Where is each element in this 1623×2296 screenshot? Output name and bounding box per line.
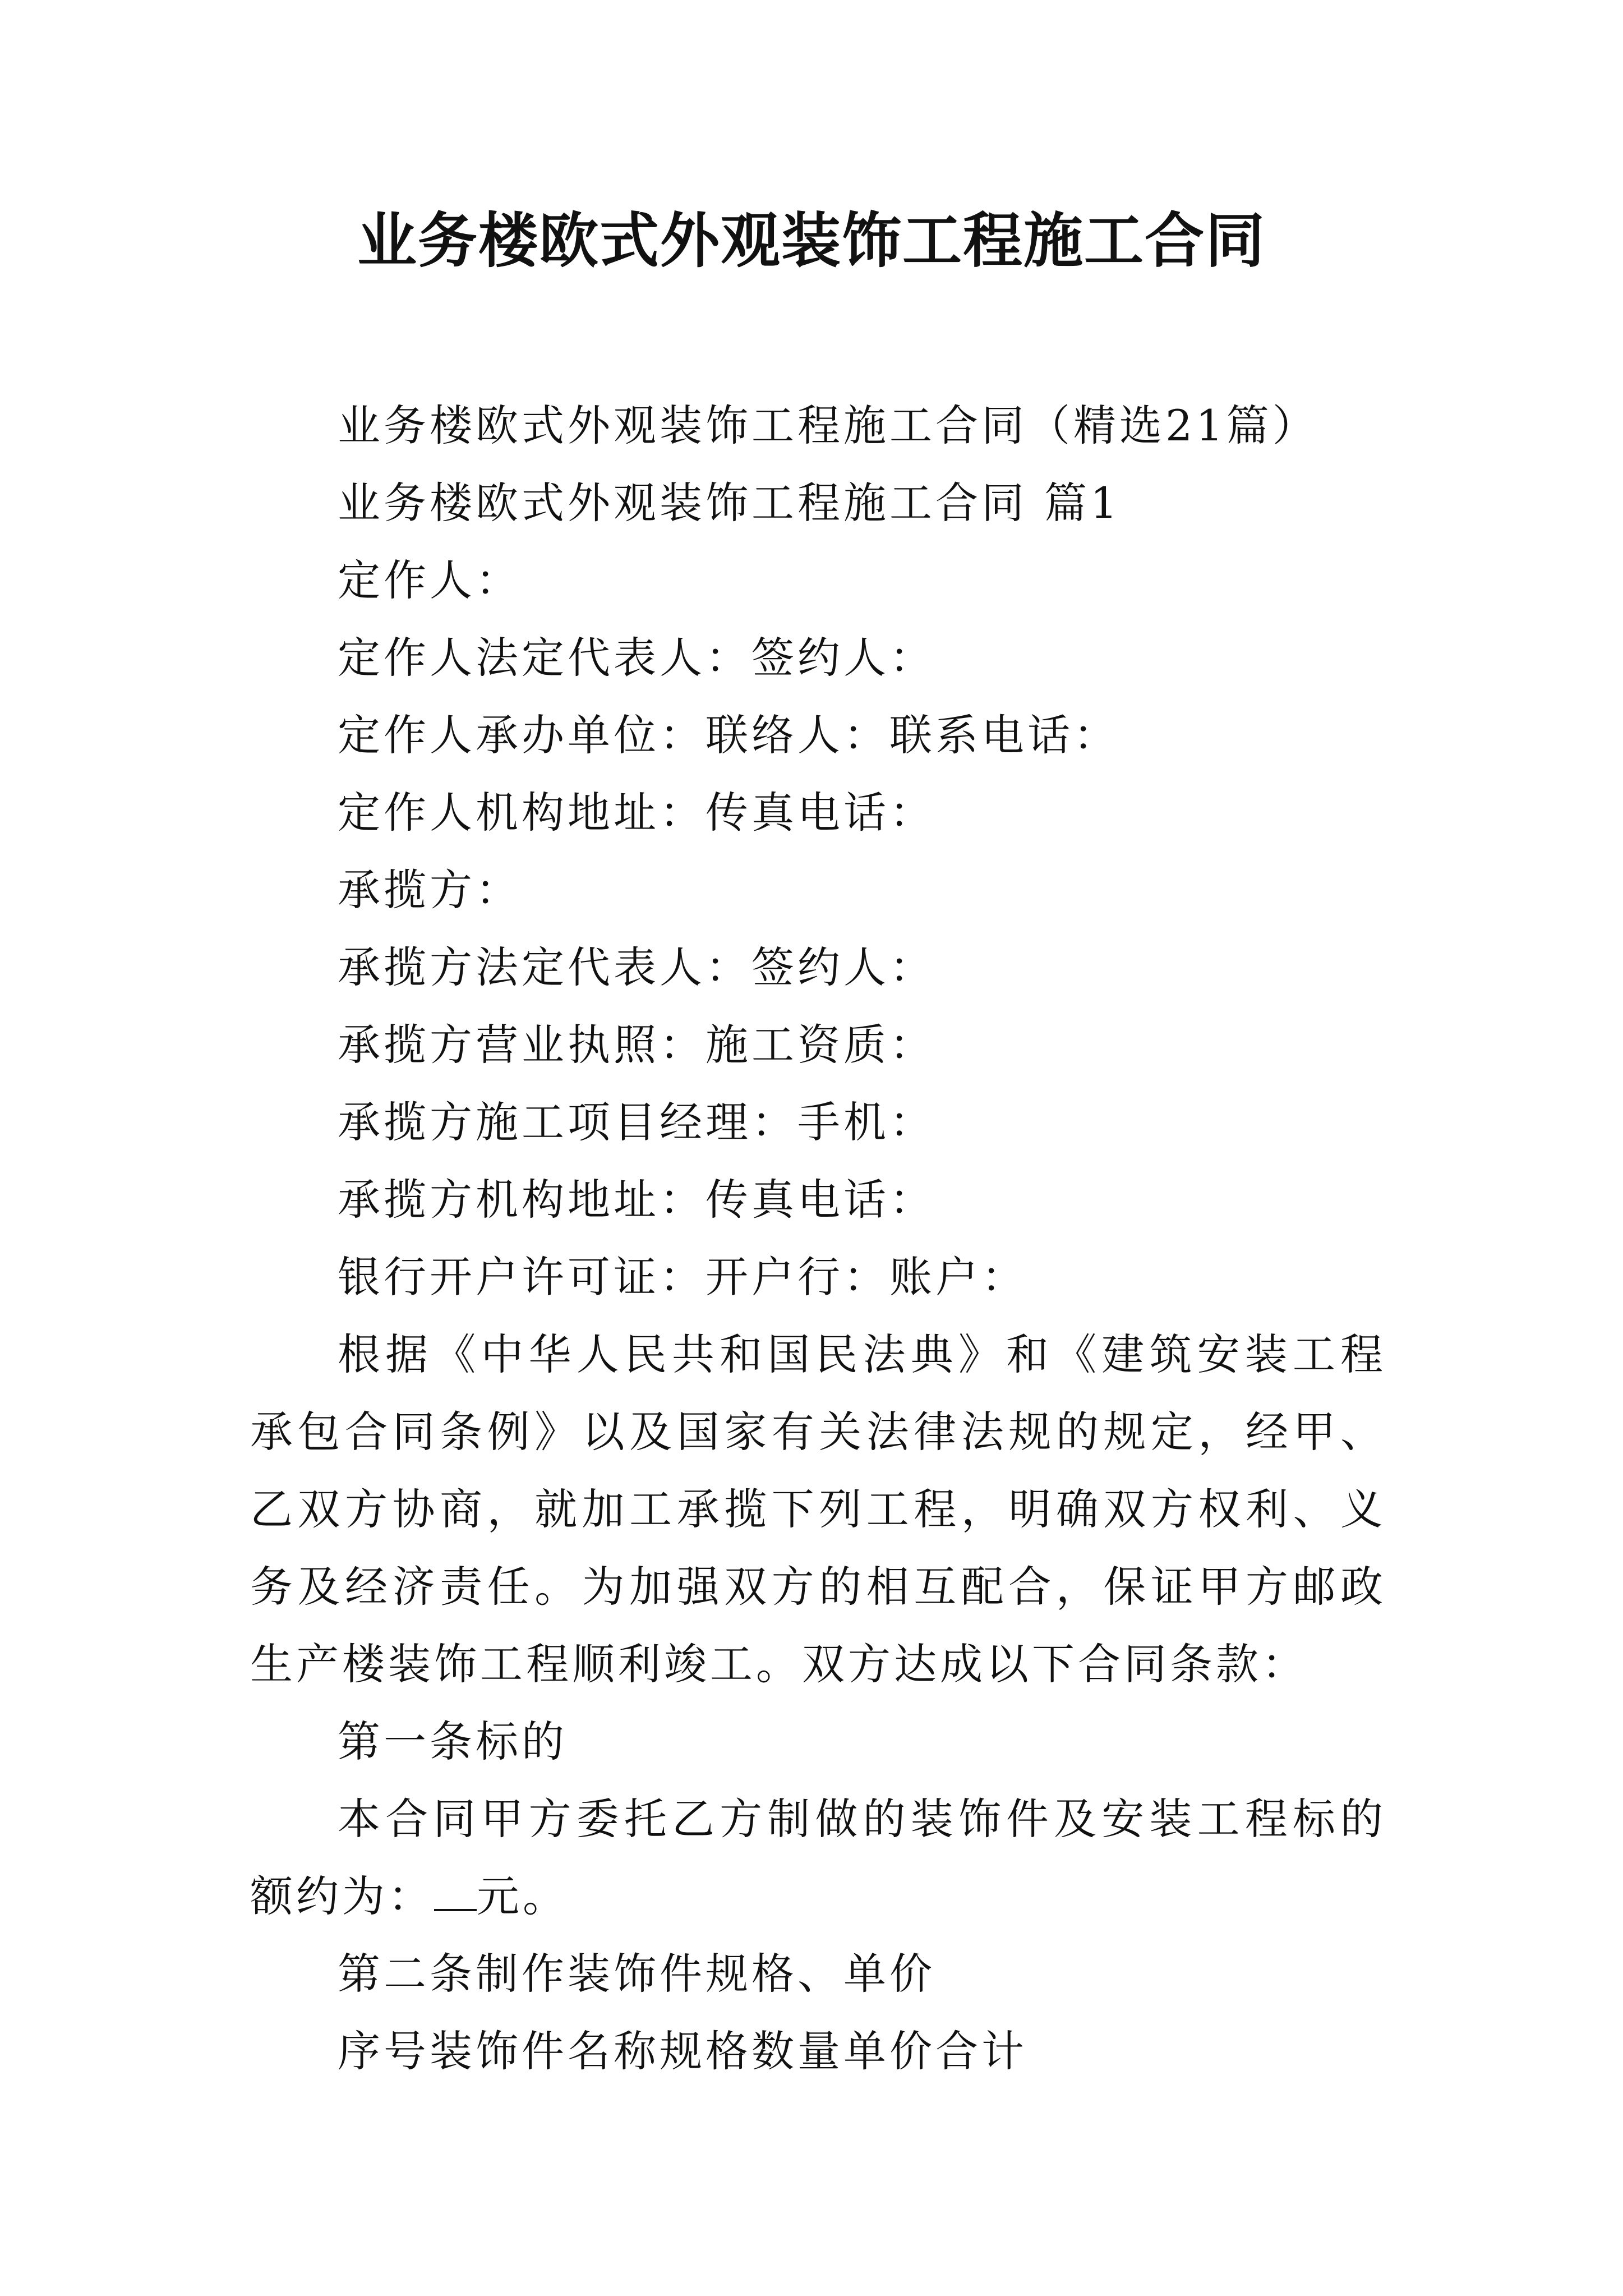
intro-paragraph: 根据《中华人民共和国民法典》和《建筑安装工程承包合同条例》以及国家有关法律法规的规定，经甲、乙双方协商，就加工承揽下列工程，明确双方权利、义务及经济责任。为加强双方的相互配合，保证甲方邮政生产楼装饰工程顺利竣工。双方达成以下合同条款： bbox=[250, 1329, 1386, 1689]
field-line: 定作人机构地址：传真电话： bbox=[338, 788, 935, 838]
article-1-heading: 第一条标的 bbox=[338, 1717, 568, 1766]
field-line: 承揽方机构地址：传真电话： bbox=[338, 1175, 935, 1225]
field-line: 定作人： bbox=[338, 555, 522, 605]
article-1-text bbox=[250, 1780, 1386, 1935]
field-line: 银行开户许可证：开户行：账户： bbox=[338, 1252, 1027, 1302]
field-line: 承揽方法定代表人：签约人： bbox=[338, 942, 935, 992]
document-title: 业务楼欧式外观装饰工程施工合同 bbox=[357, 206, 1266, 275]
field-line: 承揽方营业执照：施工资质： bbox=[338, 1020, 935, 1070]
field-line: 定作人承办单位：联络人：联系电话： bbox=[338, 710, 1119, 760]
amount-blank bbox=[434, 1909, 477, 1911]
article-1-text-before: 本合同甲方委托乙方制做的装饰件及安装工程标的额约为： bbox=[250, 1794, 1386, 1921]
section-heading: 业务楼欧式外观装饰工程施工合同 篇1 bbox=[338, 478, 1121, 528]
field-line: 承揽方： bbox=[338, 865, 522, 915]
document-subtitle: 业务楼欧式外观装饰工程施工合同（精选21篇） bbox=[338, 401, 1318, 450]
article-1-text-after: 元。 bbox=[477, 1871, 569, 1921]
field-line: 承揽方施工项目经理：手机： bbox=[338, 1097, 935, 1147]
article-2-heading: 第二条制作装饰件规格、单价 bbox=[338, 1949, 935, 1999]
field-line: 定作人法定代表人：签约人： bbox=[338, 633, 935, 683]
document-body bbox=[250, 387, 1386, 2090]
table-header-line: 序号装饰件名称规格数量单价合计 bbox=[338, 2026, 1027, 2076]
